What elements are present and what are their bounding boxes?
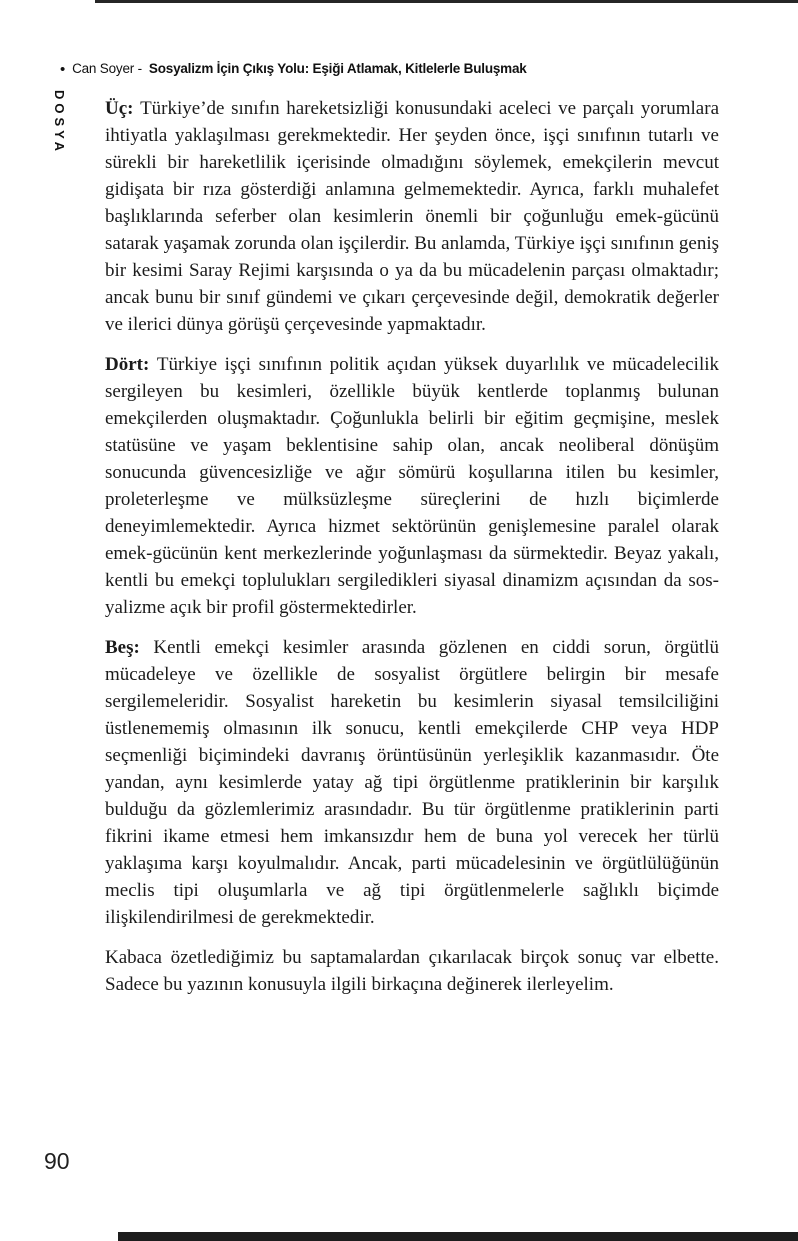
paragraph-lead: Üç: <box>105 98 141 119</box>
section-label-dosya: DOSYA <box>52 90 67 156</box>
running-header <box>60 60 527 77</box>
scan-edge-bottom <box>118 1232 798 1241</box>
body-text <box>105 95 719 1011</box>
page-number: 90 <box>44 1148 70 1174</box>
scan-edge-top <box>95 0 798 3</box>
body-paragraph: Üç: Türkiye’de sınıfın hareketsizliği konusundaki aceleci ve parçalı yorumlara ihtiyatla yaklaşılması gerekmektedir. Her şeyden önce, işçi sınıfının tutarlı ve sürekli bir hareketlilik içerisinde olmadığını söylemek, emekçilerin mevcut gidişata bir rıza gösterdiği anlamına gelmemektedir. Ayrıca, farklı muhalefet başlıklarında seferber olan kesimlerin önemli bir çoğunluğu emek-gücünü satarak yaşamak zorunda olan işçilerdir. Bu anlamda, Türkiye işçi sınıfının geniş bir kesimi Saray Rejimi karşısında o ya da bu mücadelenin parçası olmaktadır; ancak bunu bir sınıf gündemi ve çıkarı çerçevesinde değil, demokratik değerler ve ilerici dünya görüşü çerçevesinde yapmaktadır. <box>105 98 720 335</box>
body-paragraph: Dört: Türkiye işçi sınıfının politik açıdan yüksek duyarlılık ve mücadelecilik sergileyen bu kesimleri, özellikle büyük kentlerde toplanmış bulunan emekçilerden oluşmaktadır. Çoğunlukla belirli bir eğitim geçmişine, meslek statüsüne ve yaşam beklentisine sahip olan, ancak neoliberal dönüşüm sonucunda güvencesizliğe ve ağır sömürü koşullarına itilen bu kesimler, proleterleşme ve mülksüzleşme süreçlerini de hızlı biçimlerde deneyimlemektedir. Ayrıca hizmet sektörünün genişlemesine paralel olarak emek-gücünün kent merkezlerinde yoğunlaşması da sürmektedir. Beyaz yakalı, kentli bu emekçi toplulukları sergiledikleri siyasal dinamizm açısından da sosyalizme açık bir profil göstermektedirler. <box>105 354 719 618</box>
paragraph-lead: Dört: <box>105 354 157 375</box>
header-author: Can Soyer - <box>72 61 142 76</box>
bullet-icon: • <box>60 61 66 78</box>
body-paragraph: Kabaca özetlediğimiz bu saptamalardan çıkarılacak birçok sonuç var elbette. Sadece bu yazının konusuyla ilgili birkaçına değinerek ilerleyelim. <box>105 947 719 995</box>
body-paragraph: Beş: Kentli emekçi kesimler arasında gözlenen en ciddi sorun, örgütlü mücadeleye ve özellikle de sosyalist örgütlere belirgin bir mesafe sergilemeleridir. Sosyalist hareketin bu kesimlerin siyasal temsilciliğini üstlenememiş olmasının ilk sonucu, kentli emekçilerde CHP veya HDP seçmenliği biçimindeki davranış örüntüsünün yerleşiklik kazanmasıdır. Öte yandan, aynı kesimlerde yatay ağ tipi örgütlenme pratiklerinin bir karşılık bulduğu da gözlemlerimiz arasındadır. Bu tür örgütlenme pratiklerinin parti fikrini ikame etmesi hem imkansızdır hem de buna yol verecek her türlü yaklaşıma karşı koyulmalıdır. Ancak, parti mücadelesinin ve örgütlülüğünün meclis tipi oluşumlarla ve ağ tipi örgütlenmelerle sağlıklı biçimde ilişkilendirilmesi de gerekmektedir. <box>105 637 720 928</box>
header-title: Sosyalizm İçin Çıkış Yolu: Eşiği Atlamak, Kitlelerle Buluşmak <box>148 61 527 76</box>
paragraph-lead: Beş: <box>105 637 154 658</box>
